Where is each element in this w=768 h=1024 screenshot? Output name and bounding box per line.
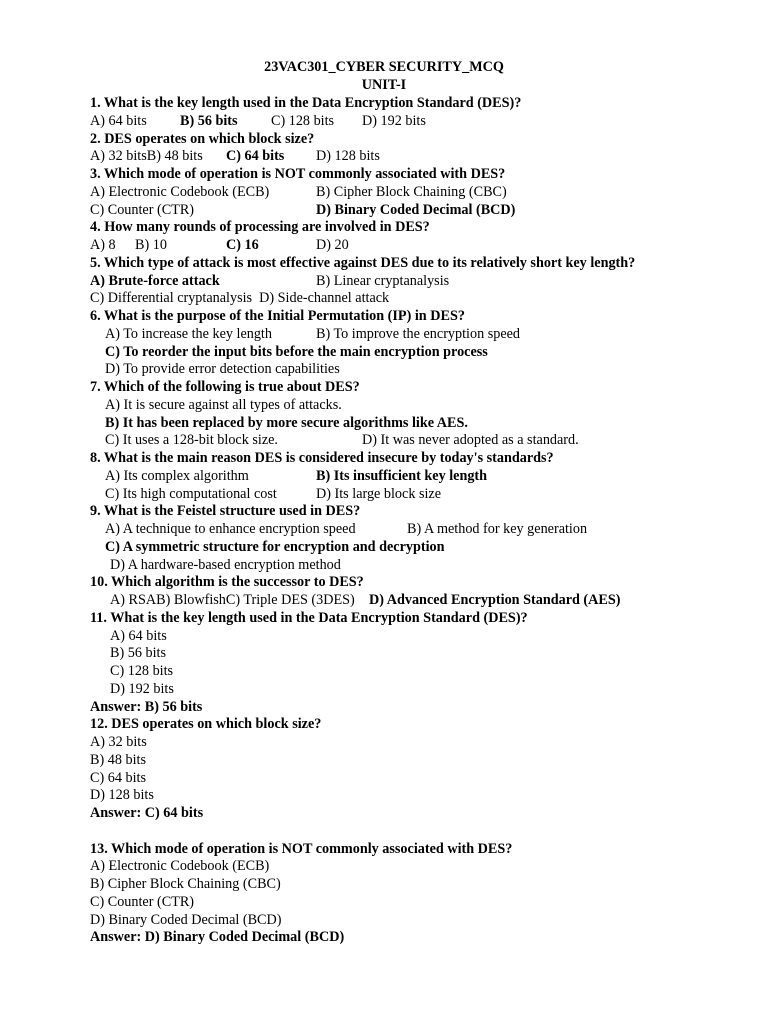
bold-text: 8. What is the main reason DES is considered insecure by today's standards? (90, 450, 554, 466)
text-segment: B) Linear cryptanalysis (316, 272, 450, 289)
text-segment: B) A method for key generation (407, 521, 588, 537)
text-line (90, 468, 748, 485)
text-line (90, 415, 748, 432)
bold-text: Answer: D) Binary Coded Decimal (BCD) (90, 929, 345, 946)
text-line (90, 663, 748, 680)
text-line (90, 486, 748, 503)
text-segment: C) Its high computational cost (105, 485, 277, 502)
text-segment: C) 64 bits (90, 769, 146, 786)
text-segment: C) 128 bits (271, 112, 335, 129)
text-segment: D) Binary Coded Decimal (BCD) (90, 911, 282, 928)
bold-text: Answer: B) 56 bits (90, 698, 203, 715)
text-line (90, 628, 748, 645)
bold-text: B) It has been replaced by more secure algorithms like AES. (105, 414, 468, 431)
text-segment: D) 192 bits (362, 112, 426, 129)
text-line (90, 95, 748, 112)
text-segment: D) Its large block size (316, 485, 442, 502)
text-segment: D) 128 bits (316, 148, 380, 165)
text-line (90, 219, 748, 236)
text-segment: C) Differential cryptanalysis D) Side-channel attack (90, 290, 390, 307)
bold-text: A) Brute-force attack (90, 272, 220, 289)
text-segment: A) Its complex algorithm (105, 467, 249, 484)
text-line (90, 326, 748, 343)
text-line (90, 308, 748, 325)
bold-text: C) 16 (226, 237, 259, 253)
text-segment: A) RSAB) BlowfishC) Triple DES (3DES) (110, 592, 355, 608)
bold-text: C) A symmetric structure for encryption and decryption (105, 538, 445, 555)
bold-text: 12. DES operates on which block size? (90, 716, 322, 733)
text-line (90, 610, 748, 627)
text-line (90, 681, 748, 698)
text-line (90, 645, 748, 662)
text-segment: A) 64 bits (90, 112, 147, 129)
bold-text: B) Its insufficient key length (316, 467, 488, 484)
text-line (90, 166, 748, 183)
bold-text: C) To reorder the input bits before the main encryption process (105, 343, 488, 360)
text-line (90, 273, 748, 290)
text-segment: D) It was never adopted as a standard. (362, 432, 579, 449)
text-segment: C) 128 bits (110, 663, 174, 679)
bold-text: 4. How many rounds of processing are involved in DES? (90, 219, 430, 236)
text-line (90, 237, 748, 254)
text-line (90, 131, 748, 148)
text-line (90, 450, 748, 467)
text-segment: A) It is secure against all types of attacks. (105, 396, 342, 413)
text-segment: A) To increase the key length (105, 325, 272, 342)
text-line (90, 290, 748, 307)
bold-text: 6. What is the purpose of the Initial Permutation (IP) in DES? (90, 308, 465, 324)
text-segment: D) To provide error detection capabilities (105, 361, 340, 378)
text-segment: D) 20 (316, 237, 349, 253)
text-line (90, 397, 748, 414)
bold-text: 5. Which type of attack is most effective against DES due to its relatively short key length? (90, 254, 636, 271)
bold-text: 11. What is the key length used in the Data Encryption Standard (DES)? (90, 609, 528, 626)
text-segment: B) 48 bits (90, 751, 146, 768)
text-line (90, 752, 748, 769)
text-line (90, 858, 748, 875)
text-segment: A) Electronic Codebook (ECB) (90, 183, 270, 200)
text-line (90, 202, 748, 219)
text-line (90, 361, 748, 378)
bold-text: 1. What is the key length used in the Data Encryption Standard (DES)? (90, 95, 522, 111)
text-segment: B) Cipher Block Chaining (CBC) (90, 876, 281, 892)
text-line (90, 716, 748, 733)
text-segment: C) Counter (CTR) (90, 893, 195, 910)
text-segment: D) 192 bits (110, 680, 174, 697)
bold-text: B) 56 bits (180, 112, 238, 129)
text-line (90, 699, 748, 716)
text-line (90, 929, 748, 946)
bold-text: D) Binary Coded Decimal (BCD) (316, 201, 516, 218)
unit-heading: UNIT-I (361, 77, 407, 93)
text-line (90, 876, 748, 893)
text-line (90, 539, 748, 556)
text-segment: D) 128 bits (90, 787, 154, 804)
text-line (90, 894, 748, 911)
text-line (90, 113, 748, 130)
text-line (90, 912, 748, 929)
bold-text: C) 64 bits (226, 148, 285, 165)
bold-text: 7. Which of the following is true about DES? (90, 379, 360, 395)
text-line (90, 521, 748, 538)
text-line (90, 787, 748, 804)
text-line (90, 841, 748, 858)
bold-text: Answer: C) 64 bits (90, 805, 204, 821)
text-segment: B) 56 bits (110, 645, 166, 662)
text-segment: C) It uses a 128-bit block size. (105, 432, 278, 449)
bold-text: 13. Which mode of operation is NOT commonly associated with DES? (90, 840, 513, 857)
text-line (90, 574, 748, 591)
text-segment: A) 32 bitsB) 48 bits (90, 148, 203, 165)
text-line (90, 503, 748, 520)
bold-text: 2. DES operates on which block size? (90, 130, 315, 147)
text-segment: B) Cipher Block Chaining (CBC) (316, 183, 507, 200)
text-line (90, 379, 748, 396)
text-segment: A) Electronic Codebook (ECB) (90, 858, 270, 875)
bold-text: 9. What is the Feistel structure used in DES? (90, 503, 361, 520)
text-line (90, 344, 748, 361)
text-line (90, 734, 748, 751)
text-segment: A) A technique to enhance encryption speed (105, 521, 356, 537)
text-segment: C) Counter (CTR) (90, 201, 195, 218)
text-line (90, 432, 748, 449)
document-title: 23VAC301_CYBER SECURITY_MCQ (264, 59, 504, 75)
text-line (90, 805, 748, 822)
bold-text: D) Advanced Encryption Standard (AES) (369, 592, 621, 608)
bold-text: 10. Which algorithm is the successor to DES? (90, 574, 364, 591)
text-segment: A) 8 (90, 237, 116, 253)
text-segment: A) 64 bits (110, 627, 167, 644)
text-line (90, 557, 748, 574)
text-segment: B) 10 (135, 237, 167, 253)
blank-line (90, 823, 748, 840)
text-line (90, 184, 748, 201)
bold-text: 3. Which mode of operation is NOT commonly associated with DES? (90, 166, 506, 182)
text-segment: D) A hardware-based encryption method (110, 556, 341, 573)
text-segment: A) 32 bits (90, 734, 147, 750)
text-line (90, 148, 748, 165)
text-line (90, 592, 748, 609)
text-segment: B) To improve the encryption speed (316, 325, 521, 342)
text-line (90, 770, 748, 787)
text-line (90, 255, 748, 272)
